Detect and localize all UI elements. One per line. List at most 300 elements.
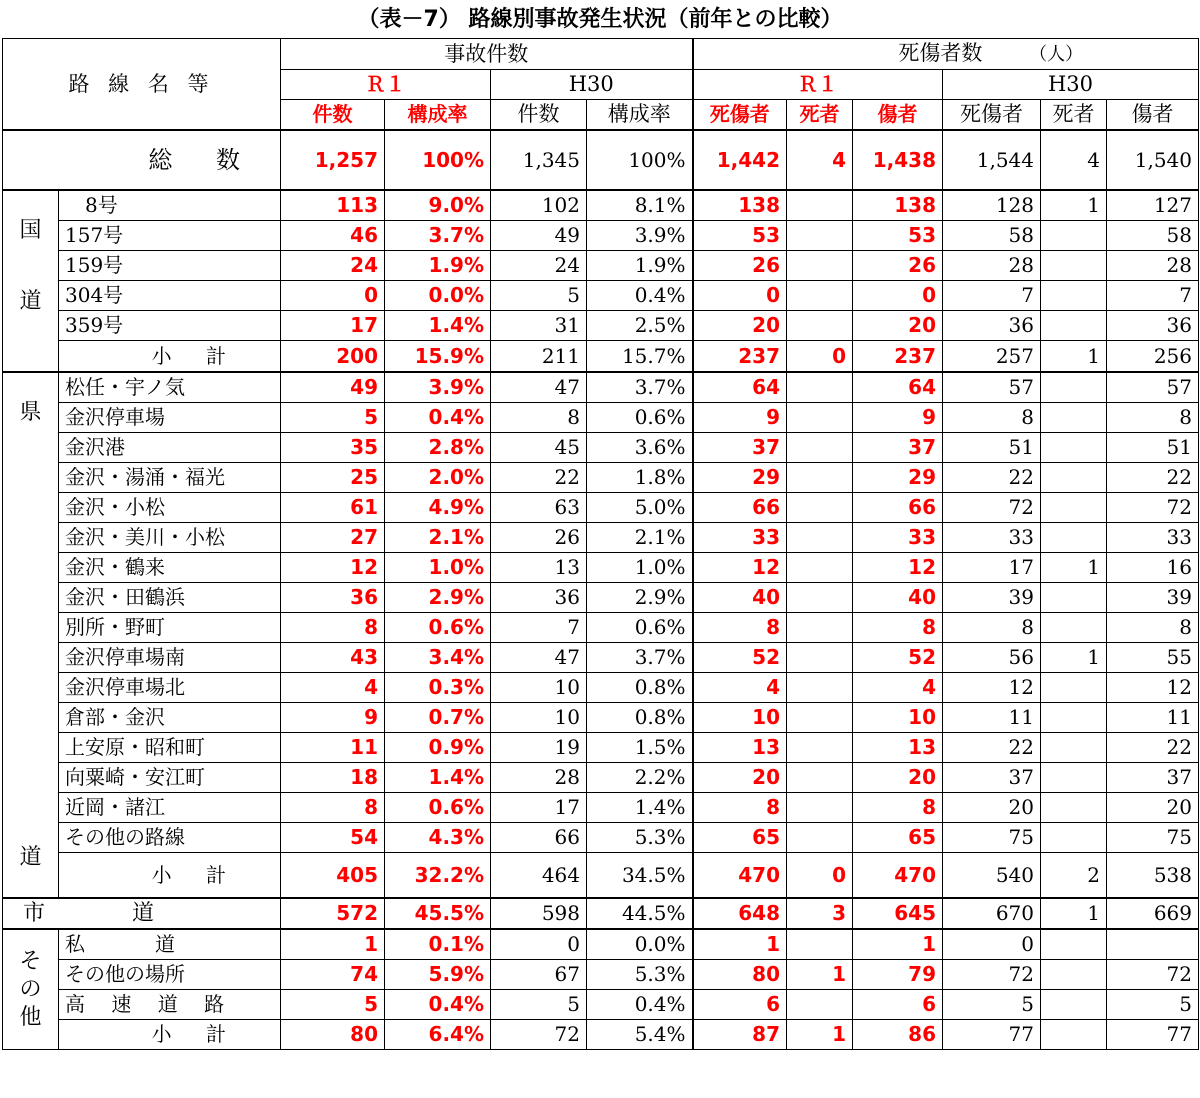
total-h30-dead: 4 bbox=[1041, 130, 1107, 190]
r1-dead-cell bbox=[787, 583, 853, 613]
h30-inj-cell: 77 bbox=[1107, 1020, 1199, 1050]
h30-dead-cell bbox=[1041, 493, 1107, 523]
r1-cas-cell: 9 bbox=[693, 403, 787, 433]
r1-cas-cell: 64 bbox=[693, 372, 787, 403]
r1-inj-cell: 20 bbox=[853, 311, 943, 341]
r1-count-cell: 113 bbox=[281, 190, 385, 221]
r1-cas-cell: 8 bbox=[693, 793, 787, 823]
h30-dead-cell bbox=[1041, 703, 1107, 733]
r1-inj-cell: 53 bbox=[853, 221, 943, 251]
h30-inj-cell: 51 bbox=[1107, 433, 1199, 463]
h30-accidents-header: H30 bbox=[491, 70, 693, 100]
h30-ratio-cell: 34.5% bbox=[587, 853, 693, 899]
prefectural-group-label bbox=[3, 372, 59, 898]
r1-ratio-cell: 2.9% bbox=[385, 583, 491, 613]
r1-dead-cell bbox=[787, 763, 853, 793]
r1-cas-cell: 33 bbox=[693, 523, 787, 553]
r1-ratio-cell: 0.0% bbox=[385, 281, 491, 311]
r1-inj-cell: 37 bbox=[853, 433, 943, 463]
r1-count-cell: 8 bbox=[281, 793, 385, 823]
h30-ratio-cell: 1.8% bbox=[587, 463, 693, 493]
h30-cas-cell: 0 bbox=[943, 929, 1041, 960]
r1-dead-cell bbox=[787, 793, 853, 823]
h30-ratio-cell: 0.0% bbox=[587, 929, 693, 960]
r1-ratio-cell: 1.0% bbox=[385, 553, 491, 583]
h30-inj-cell: 8 bbox=[1107, 403, 1199, 433]
h30-count-cell: 7 bbox=[491, 613, 587, 643]
r1-dead-cell bbox=[787, 190, 853, 221]
h30-ratio-cell: 5.4% bbox=[587, 1020, 693, 1050]
r1-inj-cell: 645 bbox=[853, 898, 943, 929]
table-row bbox=[3, 221, 1199, 251]
other-group-char: 他 bbox=[19, 1004, 42, 1030]
h30-inj-cell: 20 bbox=[1107, 793, 1199, 823]
other-group-char: そ bbox=[19, 948, 42, 974]
h30-count-cell: 10 bbox=[491, 673, 587, 703]
r1-count-cell: 27 bbox=[281, 523, 385, 553]
r1-cas-cell: 20 bbox=[693, 763, 787, 793]
subtotal-label: 小 計 bbox=[59, 1020, 281, 1050]
r1-count-cell: 54 bbox=[281, 823, 385, 853]
route-name: 金沢・美川・小松 bbox=[59, 523, 281, 553]
other-group-label bbox=[3, 929, 59, 1050]
table-row bbox=[3, 929, 1199, 960]
r1-ratio-cell: 9.0% bbox=[385, 190, 491, 221]
table-row bbox=[3, 960, 1199, 990]
table-row bbox=[3, 763, 1199, 793]
r1-cas-cell: 12 bbox=[693, 553, 787, 583]
h30-ratio-cell: 3.7% bbox=[587, 643, 693, 673]
route-name: 金沢港 bbox=[59, 433, 281, 463]
r1-inj-cell: 12 bbox=[853, 553, 943, 583]
h30-dead-cell bbox=[1041, 403, 1107, 433]
h30-ratio-cell: 1.4% bbox=[587, 793, 693, 823]
r1-dead-cell bbox=[787, 703, 853, 733]
route-name: 金沢・鶴来 bbox=[59, 553, 281, 583]
r1-ratio-cell: 3.7% bbox=[385, 221, 491, 251]
table-title: （表－7） 路線別事故発生状況（前年との比較） bbox=[357, 7, 843, 32]
h30-inj-cell: 57 bbox=[1107, 372, 1199, 403]
h30-count-cell: 47 bbox=[491, 372, 587, 403]
r1-cas-cell: 20 bbox=[693, 311, 787, 341]
h30-cas-cell: 12 bbox=[943, 673, 1041, 703]
h30-ratio-cell: 0.4% bbox=[587, 281, 693, 311]
h30-cas-cell: 8 bbox=[943, 613, 1041, 643]
h30-dead-cell bbox=[1041, 1020, 1107, 1050]
r1-dead-cell bbox=[787, 463, 853, 493]
h30-dead-cell bbox=[1041, 929, 1107, 960]
table-row bbox=[3, 793, 1199, 823]
r1-ratio-cell: 0.3% bbox=[385, 673, 491, 703]
r1-count-cell: 9 bbox=[281, 703, 385, 733]
col-h30-injured: 傷者 bbox=[1107, 100, 1199, 131]
h30-dead-cell: 1 bbox=[1041, 341, 1107, 373]
route-name: 157号 bbox=[59, 221, 281, 251]
r1-inj-cell: 64 bbox=[853, 372, 943, 403]
r1-count-cell: 405 bbox=[281, 853, 385, 899]
h30-cas-cell: 37 bbox=[943, 763, 1041, 793]
total-r1-casualties: 1,442 bbox=[693, 130, 787, 190]
casualties-header-text: 死傷者数 bbox=[898, 41, 983, 65]
subtotal-label: 小 計 bbox=[59, 853, 281, 899]
col-r1-casualties: 死傷者 bbox=[693, 100, 787, 131]
h30-ratio-cell: 1.9% bbox=[587, 251, 693, 281]
route-name: 上安原・昭和町 bbox=[59, 733, 281, 763]
h30-dead-cell bbox=[1041, 463, 1107, 493]
h30-dead-cell bbox=[1041, 281, 1107, 311]
national-subtotal-row bbox=[3, 341, 1199, 373]
r1-inj-cell: 40 bbox=[853, 583, 943, 613]
col-r1-ratio: 構成率 bbox=[385, 100, 491, 131]
h30-count-cell: 0 bbox=[491, 929, 587, 960]
h30-cas-cell: 22 bbox=[943, 463, 1041, 493]
r1-cas-cell: 138 bbox=[693, 190, 787, 221]
h30-dead-cell bbox=[1041, 733, 1107, 763]
route-name: 金沢停車場 bbox=[59, 403, 281, 433]
r1-dead-cell bbox=[787, 990, 853, 1020]
h30-dead-cell bbox=[1041, 433, 1107, 463]
h30-ratio-cell: 2.1% bbox=[587, 523, 693, 553]
prefectural-group-label-stack bbox=[9, 398, 52, 872]
h30-inj-cell: 12 bbox=[1107, 673, 1199, 703]
h30-dead-cell bbox=[1041, 613, 1107, 643]
national-group-char: 道 bbox=[19, 289, 42, 314]
table-row bbox=[3, 403, 1199, 433]
total-r1-injured: 1,438 bbox=[853, 130, 943, 190]
h30-inj-cell: 22 bbox=[1107, 463, 1199, 493]
h30-inj-cell: 16 bbox=[1107, 553, 1199, 583]
h30-cas-cell: 11 bbox=[943, 703, 1041, 733]
r1-count-cell: 4 bbox=[281, 673, 385, 703]
total-row bbox=[3, 130, 1199, 190]
r1-cas-cell: 10 bbox=[693, 703, 787, 733]
h30-ratio-cell: 3.9% bbox=[587, 221, 693, 251]
r1-inj-cell: 33 bbox=[853, 523, 943, 553]
table-row bbox=[3, 281, 1199, 311]
h30-ratio-cell: 15.7% bbox=[587, 341, 693, 373]
r1-ratio-cell: 1.9% bbox=[385, 251, 491, 281]
r1-dead-cell bbox=[787, 221, 853, 251]
r1-inj-cell: 138 bbox=[853, 190, 943, 221]
h30-inj-cell: 72 bbox=[1107, 960, 1199, 990]
h30-inj-cell: 36 bbox=[1107, 311, 1199, 341]
r1-cas-cell: 470 bbox=[693, 853, 787, 899]
r1-dead-cell bbox=[787, 403, 853, 433]
r1-inj-cell: 20 bbox=[853, 763, 943, 793]
h30-cas-cell: 7 bbox=[943, 281, 1041, 311]
r1-cas-cell: 648 bbox=[693, 898, 787, 929]
route-name: 金沢・湯涌・福光 bbox=[59, 463, 281, 493]
h30-dead-cell bbox=[1041, 990, 1107, 1020]
h30-inj-cell: 669 bbox=[1107, 898, 1199, 929]
route-name: 向粟崎・安江町 bbox=[59, 763, 281, 793]
h30-ratio-cell: 2.9% bbox=[587, 583, 693, 613]
col-h30-ratio: 構成率 bbox=[587, 100, 693, 131]
table-row bbox=[3, 643, 1199, 673]
h30-dead-cell bbox=[1041, 960, 1107, 990]
r1-inj-cell: 13 bbox=[853, 733, 943, 763]
r1-count-cell: 200 bbox=[281, 341, 385, 373]
h30-count-cell: 66 bbox=[491, 823, 587, 853]
r1-count-cell: 5 bbox=[281, 990, 385, 1020]
r1-inj-cell: 470 bbox=[853, 853, 943, 899]
r1-ratio-cell: 45.5% bbox=[385, 898, 491, 929]
h30-count-cell: 5 bbox=[491, 990, 587, 1020]
table-row bbox=[3, 190, 1199, 221]
h30-dead-cell bbox=[1041, 763, 1107, 793]
r1-count-cell: 24 bbox=[281, 251, 385, 281]
r1-dead-cell: 1 bbox=[787, 960, 853, 990]
r1-count-cell: 35 bbox=[281, 433, 385, 463]
table-row bbox=[3, 613, 1199, 643]
r1-ratio-cell: 15.9% bbox=[385, 341, 491, 373]
table-row bbox=[3, 493, 1199, 523]
h30-cas-cell: 75 bbox=[943, 823, 1041, 853]
other-subtotal-row bbox=[3, 1020, 1199, 1050]
h30-ratio-cell: 0.8% bbox=[587, 703, 693, 733]
casualties-unit: （人） bbox=[1029, 44, 1084, 65]
h30-count-cell: 8 bbox=[491, 403, 587, 433]
r1-ratio-cell: 2.0% bbox=[385, 463, 491, 493]
r1-dead-cell: 0 bbox=[787, 341, 853, 373]
r1-cas-cell: 80 bbox=[693, 960, 787, 990]
h30-count-cell: 22 bbox=[491, 463, 587, 493]
h30-dead-cell bbox=[1041, 793, 1107, 823]
h30-ratio-cell: 1.5% bbox=[587, 733, 693, 763]
h30-cas-cell: 56 bbox=[943, 643, 1041, 673]
h30-count-cell: 26 bbox=[491, 523, 587, 553]
h30-ratio-cell: 2.5% bbox=[587, 311, 693, 341]
r1-ratio-cell: 0.9% bbox=[385, 733, 491, 763]
r1-inj-cell: 0 bbox=[853, 281, 943, 311]
h30-inj-cell: 39 bbox=[1107, 583, 1199, 613]
r1-inj-cell: 4 bbox=[853, 673, 943, 703]
route-name: 私 道 bbox=[59, 929, 281, 960]
h30-inj-cell: 256 bbox=[1107, 341, 1199, 373]
city-label: 市 道 bbox=[3, 898, 281, 929]
r1-ratio-cell: 1.4% bbox=[385, 763, 491, 793]
h30-casualties-header: H30 bbox=[943, 70, 1199, 100]
h30-count-cell: 5 bbox=[491, 281, 587, 311]
total-r1-count: 1,257 bbox=[281, 130, 385, 190]
h30-inj-cell: 58 bbox=[1107, 221, 1199, 251]
table-row bbox=[3, 372, 1199, 403]
r1-dead-cell: 3 bbox=[787, 898, 853, 929]
r1-ratio-cell: 0.6% bbox=[385, 613, 491, 643]
accidents-header: 事故件数 bbox=[281, 39, 693, 70]
h30-inj-cell: 8 bbox=[1107, 613, 1199, 643]
r1-inj-cell: 29 bbox=[853, 463, 943, 493]
h30-inj-cell: 72 bbox=[1107, 493, 1199, 523]
h30-dead-cell: 1 bbox=[1041, 898, 1107, 929]
r1-count-cell: 11 bbox=[281, 733, 385, 763]
r1-cas-cell: 66 bbox=[693, 493, 787, 523]
h30-dead-cell bbox=[1041, 523, 1107, 553]
route-name: 金沢停車場南 bbox=[59, 643, 281, 673]
r1-casualties-header: Ｒ１ bbox=[693, 70, 943, 100]
h30-ratio-cell: 5.3% bbox=[587, 823, 693, 853]
r1-dead-cell bbox=[787, 553, 853, 583]
r1-cas-cell: 26 bbox=[693, 251, 787, 281]
r1-dead-cell bbox=[787, 251, 853, 281]
h30-count-cell: 464 bbox=[491, 853, 587, 899]
h30-inj-cell: 11 bbox=[1107, 703, 1199, 733]
h30-ratio-cell: 0.6% bbox=[587, 403, 693, 433]
route-name: 304号 bbox=[59, 281, 281, 311]
h30-ratio-cell: 2.2% bbox=[587, 763, 693, 793]
r1-cas-cell: 13 bbox=[693, 733, 787, 763]
r1-accidents-header: Ｒ１ bbox=[281, 70, 491, 100]
h30-count-cell: 19 bbox=[491, 733, 587, 763]
total-r1-ratio: 100% bbox=[385, 130, 491, 190]
h30-cas-cell: 77 bbox=[943, 1020, 1041, 1050]
r1-count-cell: 49 bbox=[281, 372, 385, 403]
h30-ratio-cell: 0.6% bbox=[587, 613, 693, 643]
r1-ratio-cell: 3.4% bbox=[385, 643, 491, 673]
r1-ratio-cell: 32.2% bbox=[385, 853, 491, 899]
total-h30-injured: 1,540 bbox=[1107, 130, 1199, 190]
h30-dead-cell: 1 bbox=[1041, 190, 1107, 221]
h30-count-cell: 17 bbox=[491, 793, 587, 823]
h30-count-cell: 598 bbox=[491, 898, 587, 929]
total-h30-casualties: 1,544 bbox=[943, 130, 1041, 190]
r1-cas-cell: 52 bbox=[693, 643, 787, 673]
table-row bbox=[3, 583, 1199, 613]
r1-cas-cell: 8 bbox=[693, 613, 787, 643]
r1-count-cell: 61 bbox=[281, 493, 385, 523]
subtotal-label: 小 計 bbox=[59, 341, 281, 373]
h30-ratio-cell: 5.3% bbox=[587, 960, 693, 990]
h30-inj-cell: 75 bbox=[1107, 823, 1199, 853]
r1-cas-cell: 65 bbox=[693, 823, 787, 853]
h30-dead-cell bbox=[1041, 221, 1107, 251]
route-name: その他の場所 bbox=[59, 960, 281, 990]
h30-ratio-cell: 1.0% bbox=[587, 553, 693, 583]
h30-cas-cell: 57 bbox=[943, 372, 1041, 403]
r1-count-cell: 74 bbox=[281, 960, 385, 990]
col-h30-casualties: 死傷者 bbox=[943, 100, 1041, 131]
table-row bbox=[3, 311, 1199, 341]
r1-count-cell: 80 bbox=[281, 1020, 385, 1050]
h30-ratio-cell: 3.6% bbox=[587, 433, 693, 463]
h30-ratio-cell: 5.0% bbox=[587, 493, 693, 523]
r1-ratio-cell: 0.1% bbox=[385, 929, 491, 960]
r1-count-cell: 8 bbox=[281, 613, 385, 643]
h30-cas-cell: 5 bbox=[943, 990, 1041, 1020]
r1-inj-cell: 66 bbox=[853, 493, 943, 523]
table-row bbox=[3, 523, 1199, 553]
h30-ratio-cell: 0.8% bbox=[587, 673, 693, 703]
national-group-label bbox=[3, 190, 59, 372]
r1-count-cell: 43 bbox=[281, 643, 385, 673]
r1-ratio-cell: 3.9% bbox=[385, 372, 491, 403]
h30-count-cell: 28 bbox=[491, 763, 587, 793]
r1-dead-cell bbox=[787, 733, 853, 763]
route-name: 別所・野町 bbox=[59, 613, 281, 643]
h30-dead-cell: 1 bbox=[1041, 553, 1107, 583]
r1-dead-cell bbox=[787, 823, 853, 853]
h30-inj-cell: 127 bbox=[1107, 190, 1199, 221]
table-row bbox=[3, 553, 1199, 583]
h30-dead-cell bbox=[1041, 372, 1107, 403]
col-h30-dead: 死者 bbox=[1041, 100, 1107, 131]
r1-ratio-cell: 5.9% bbox=[385, 960, 491, 990]
r1-ratio-cell: 4.9% bbox=[385, 493, 491, 523]
h30-cas-cell: 8 bbox=[943, 403, 1041, 433]
h30-cas-cell: 72 bbox=[943, 493, 1041, 523]
r1-inj-cell: 65 bbox=[853, 823, 943, 853]
h30-count-cell: 31 bbox=[491, 311, 587, 341]
h30-count-cell: 102 bbox=[491, 190, 587, 221]
h30-count-cell: 45 bbox=[491, 433, 587, 463]
prefectural-group-char: 道 bbox=[19, 845, 42, 870]
r1-count-cell: 572 bbox=[281, 898, 385, 929]
r1-inj-cell: 8 bbox=[853, 793, 943, 823]
r1-dead-cell bbox=[787, 523, 853, 553]
h30-ratio-cell: 0.4% bbox=[587, 990, 693, 1020]
r1-inj-cell: 86 bbox=[853, 1020, 943, 1050]
r1-dead-cell bbox=[787, 433, 853, 463]
h30-count-cell: 13 bbox=[491, 553, 587, 583]
col-r1-dead: 死者 bbox=[787, 100, 853, 131]
table-row bbox=[3, 251, 1199, 281]
r1-dead-cell bbox=[787, 673, 853, 703]
table-row bbox=[3, 433, 1199, 463]
h30-count-cell: 10 bbox=[491, 703, 587, 733]
route-name: 159号 bbox=[59, 251, 281, 281]
h30-dead-cell: 2 bbox=[1041, 853, 1107, 899]
h30-dead-cell bbox=[1041, 673, 1107, 703]
route-name: 8号 bbox=[59, 190, 281, 221]
col-h30-count: 件数 bbox=[491, 100, 587, 131]
h30-inj-cell: 7 bbox=[1107, 281, 1199, 311]
h30-cas-cell: 39 bbox=[943, 583, 1041, 613]
r1-cas-cell: 40 bbox=[693, 583, 787, 613]
national-group-label-stack bbox=[9, 216, 52, 316]
route-name: 金沢停車場北 bbox=[59, 673, 281, 703]
r1-dead-cell bbox=[787, 613, 853, 643]
h30-ratio-cell: 8.1% bbox=[587, 190, 693, 221]
h30-count-cell: 72 bbox=[491, 1020, 587, 1050]
r1-ratio-cell: 6.4% bbox=[385, 1020, 491, 1050]
r1-inj-cell: 237 bbox=[853, 341, 943, 373]
r1-count-cell: 5 bbox=[281, 403, 385, 433]
route-name: 359号 bbox=[59, 311, 281, 341]
h30-dead-cell bbox=[1041, 311, 1107, 341]
r1-ratio-cell: 4.3% bbox=[385, 823, 491, 853]
h30-cas-cell: 36 bbox=[943, 311, 1041, 341]
r1-dead-cell bbox=[787, 372, 853, 403]
r1-dead-cell: 0 bbox=[787, 853, 853, 899]
route-name: 金沢・小松 bbox=[59, 493, 281, 523]
route-name: 倉部・金沢 bbox=[59, 703, 281, 733]
h30-cas-cell: 257 bbox=[943, 341, 1041, 373]
route-header: 路 線 名 等 bbox=[3, 39, 281, 131]
r1-cas-cell: 1 bbox=[693, 929, 787, 960]
table-row bbox=[3, 733, 1199, 763]
route-name: 近岡・諸江 bbox=[59, 793, 281, 823]
r1-dead-cell bbox=[787, 493, 853, 523]
h30-count-cell: 24 bbox=[491, 251, 587, 281]
h30-inj-cell: 22 bbox=[1107, 733, 1199, 763]
h30-cas-cell: 20 bbox=[943, 793, 1041, 823]
r1-inj-cell: 52 bbox=[853, 643, 943, 673]
r1-dead-cell bbox=[787, 281, 853, 311]
h30-count-cell: 47 bbox=[491, 643, 587, 673]
r1-count-cell: 18 bbox=[281, 763, 385, 793]
national-group-char: 国 bbox=[19, 218, 42, 243]
h30-dead-cell bbox=[1041, 823, 1107, 853]
